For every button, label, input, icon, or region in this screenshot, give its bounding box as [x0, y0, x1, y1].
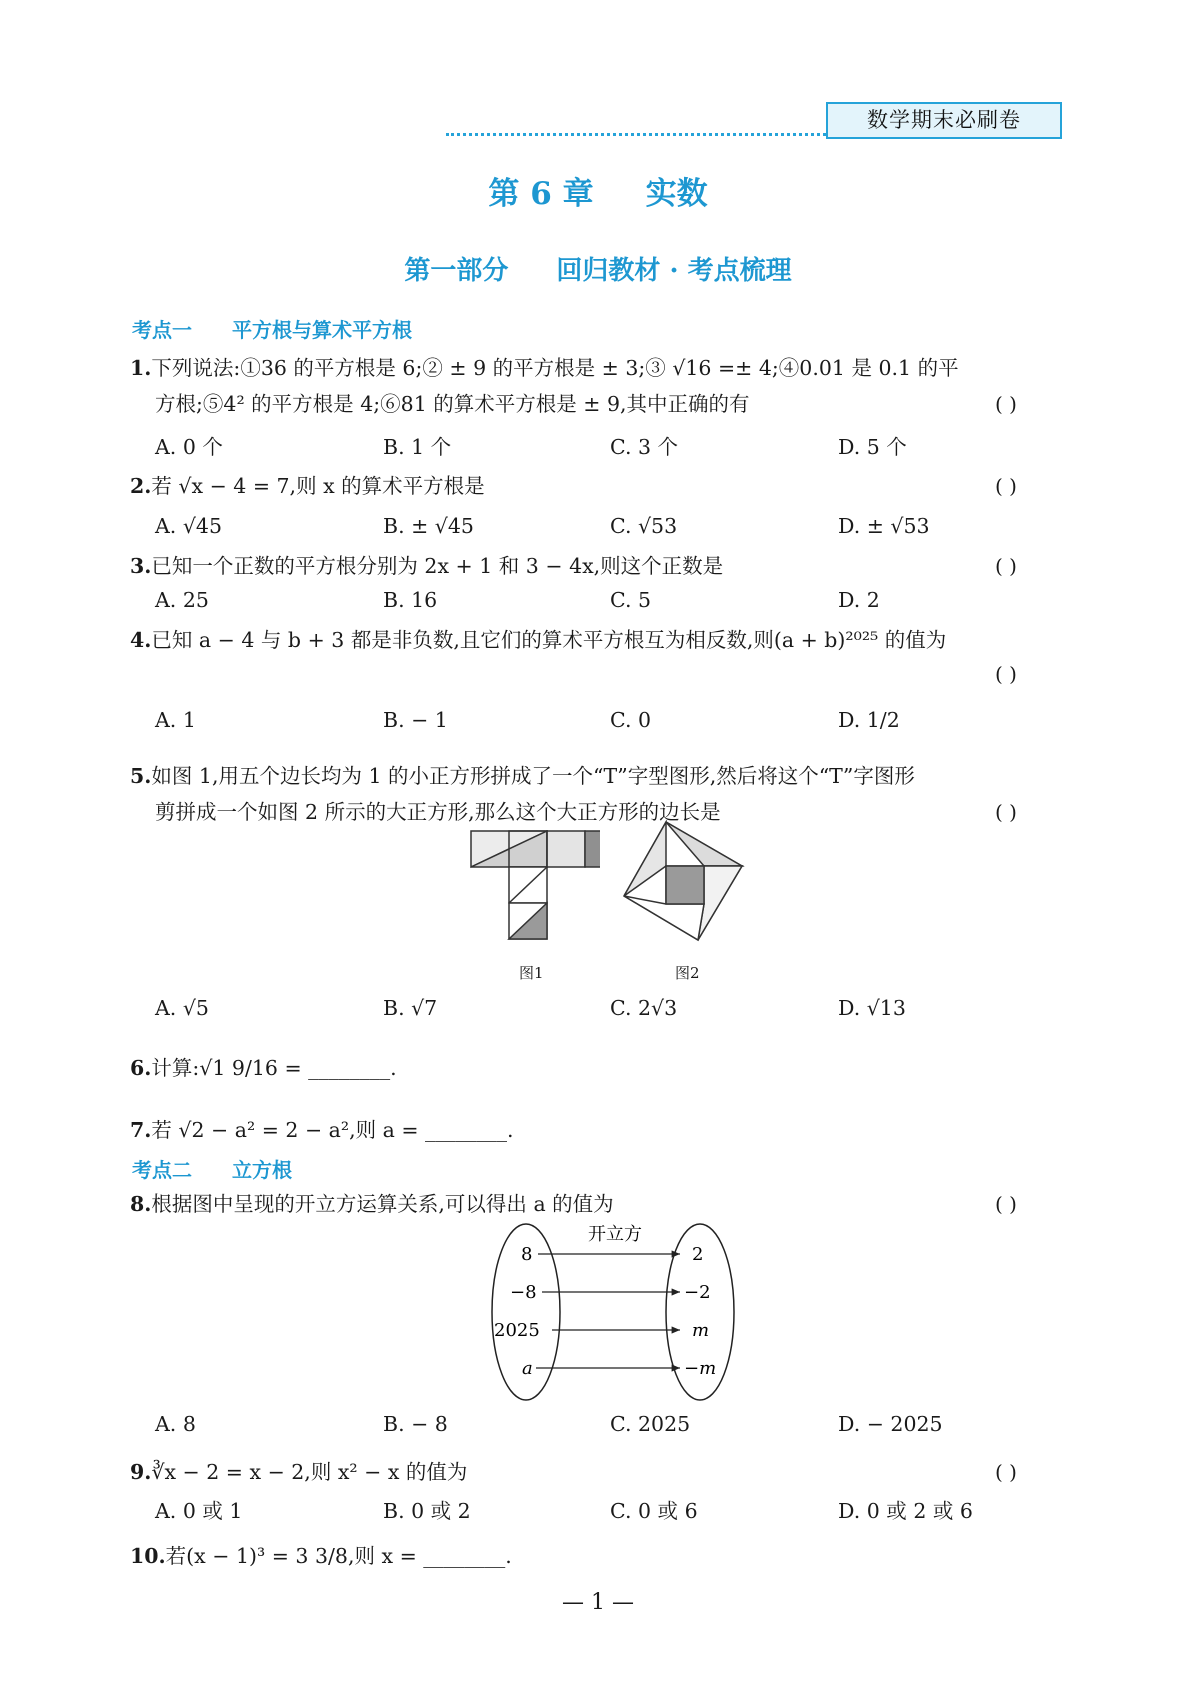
- question-text: 若 √x − 4 = 7,则 x 的算术平方根是: [151, 474, 485, 498]
- section-heading-1: [132, 314, 412, 343]
- question-number: 3.: [130, 554, 152, 578]
- answer-paren: ( ): [995, 1192, 1017, 1216]
- question-number: 7.: [130, 1118, 152, 1142]
- option-a: A. 25: [155, 588, 209, 612]
- option-b: B. − 1: [383, 708, 448, 732]
- domain-value: a: [522, 1358, 533, 1379]
- answer-paren: ( ): [995, 800, 1017, 824]
- option-a: A. 8: [155, 1412, 196, 1436]
- arrow-label: 开立方: [588, 1224, 642, 1245]
- question-5-line2: 剪拼成一个如图 2 所示的大正方形,那么这个大正方形的边长是: [155, 800, 721, 824]
- option-c: C. 2025: [610, 1412, 691, 1436]
- question-1: [130, 350, 959, 386]
- question-text: 下列说法:①36 的平方根是 6;② ± 9 的平方根是 ± 3;③ √16 =± 4;④0.01 是 0.1 的平: [151, 356, 959, 380]
- question-9: [130, 1454, 467, 1490]
- section-heading-2: [132, 1154, 292, 1183]
- range-value: −2: [684, 1282, 711, 1303]
- page-number: — 1 —: [562, 1590, 634, 1615]
- question-number: 6.: [130, 1056, 152, 1080]
- option-b: B. 1 个: [383, 435, 452, 459]
- header-badge: 数学期末必刷卷: [826, 102, 1062, 139]
- section-title: 立方根: [232, 1158, 292, 1182]
- question-number: 2.: [130, 474, 152, 498]
- answer-paren: ( ): [995, 1460, 1017, 1484]
- question-text: 若(x − 1)³ = 3 3/8,则 x = ________.: [165, 1544, 512, 1568]
- option-c: C. 3 个: [610, 435, 679, 459]
- question-number: 8.: [130, 1192, 152, 1216]
- header-dotted-rule: [446, 133, 826, 136]
- option-d: D. 1/2: [838, 708, 900, 732]
- part-title: [0, 250, 1196, 287]
- question-4: [130, 622, 946, 658]
- question-1-line2: 方根;⑤4² 的平方根是 4;⑥81 的算术平方根是 ± 9,其中正确的有: [155, 392, 750, 416]
- option-a: A. 1: [155, 708, 196, 732]
- section-label: 考点二: [132, 1158, 192, 1182]
- chapter-number: 第 6 章: [488, 176, 594, 212]
- option-a: A. 0 或 1: [155, 1499, 243, 1523]
- question-text: 已知一个正数的平方根分别为 2x + 1 和 3 − 4x,则这个正数是: [151, 554, 724, 578]
- question-text: 若 √2 − a² = 2 − a²,则 a = ________.: [151, 1118, 514, 1142]
- option-c: C. 5: [610, 588, 652, 612]
- figure-1-caption: 图1: [519, 964, 544, 982]
- section-title: 平方根与算术平方根: [232, 318, 412, 342]
- option-b: B. ± √45: [383, 514, 474, 538]
- option-c: C. 0: [610, 708, 652, 732]
- chapter-name: 实数: [645, 176, 708, 212]
- option-a: A. √45: [155, 514, 222, 538]
- question-10: [130, 1538, 512, 1574]
- question-5: [130, 758, 915, 794]
- question-text: 计算:√1 9/16 = ________.: [151, 1056, 397, 1080]
- section-label: 考点一: [132, 318, 192, 342]
- option-b: B. √7: [383, 996, 438, 1020]
- question-text: 如图 1,用五个边长均为 1 的小正方形拼成了一个“T”字型图形,然后将这个“T”字图形: [151, 764, 915, 788]
- figure-2-square: [622, 820, 748, 942]
- range-value: 2: [692, 1244, 704, 1265]
- figure-1-t-shape: [470, 830, 600, 955]
- option-d: D. √13: [838, 996, 906, 1020]
- question-number: 4.: [130, 628, 152, 652]
- option-c: C. 2√3: [610, 996, 678, 1020]
- option-a: A. √5: [155, 996, 209, 1020]
- answer-paren: ( ): [995, 662, 1017, 686]
- question-text: 根据图中呈现的开立方运算关系,可以得出 a 的值为: [151, 1192, 614, 1216]
- domain-value: 8: [521, 1244, 533, 1265]
- question-3: [130, 548, 723, 584]
- question-number: 1.: [130, 356, 152, 380]
- chapter-title: [0, 168, 1196, 213]
- part-name: 回归教材 · 考点梳理: [556, 256, 792, 286]
- range-value: m: [692, 1320, 710, 1341]
- option-c: C. 0 或 6: [610, 1499, 698, 1523]
- question-number: 5.: [130, 764, 152, 788]
- option-b: B. 0 或 2: [383, 1499, 471, 1523]
- question-number: 10.: [130, 1544, 166, 1568]
- option-d: D. − 2025: [838, 1412, 943, 1436]
- option-d: D. 0 或 2 或 6: [838, 1499, 973, 1523]
- question-number: 9.: [130, 1460, 152, 1484]
- answer-paren: ( ): [995, 474, 1017, 498]
- domain-value: 2025: [494, 1320, 540, 1341]
- option-a: A. 0 个: [155, 435, 223, 459]
- option-b: B. − 8: [383, 1412, 448, 1436]
- question-7: [130, 1112, 514, 1148]
- option-c: C. √53: [610, 514, 678, 538]
- option-b: B. 16: [383, 588, 438, 612]
- part-number: 第一部分: [404, 256, 509, 286]
- question-6: [130, 1050, 397, 1086]
- question-2: [130, 468, 485, 504]
- answer-paren: ( ): [995, 554, 1017, 578]
- option-d: D. 2: [838, 588, 880, 612]
- question-text: 已知 a − 4 与 b + 3 都是非负数,且它们的算术平方根互为相反数,则(a + b)²⁰²⁵ 的值为: [151, 628, 947, 652]
- cube-root-mapping-diagram: [488, 1216, 738, 1406]
- domain-value: −8: [510, 1282, 537, 1303]
- answer-paren: ( ): [995, 392, 1017, 416]
- question-text: ∛x − 2 = x − 2,则 x² − x 的值为: [151, 1460, 468, 1484]
- option-d: D. ± √53: [838, 514, 930, 538]
- range-value: −m: [684, 1358, 717, 1379]
- option-d: D. 5 个: [838, 435, 907, 459]
- figure-2-caption: 图2: [675, 964, 700, 982]
